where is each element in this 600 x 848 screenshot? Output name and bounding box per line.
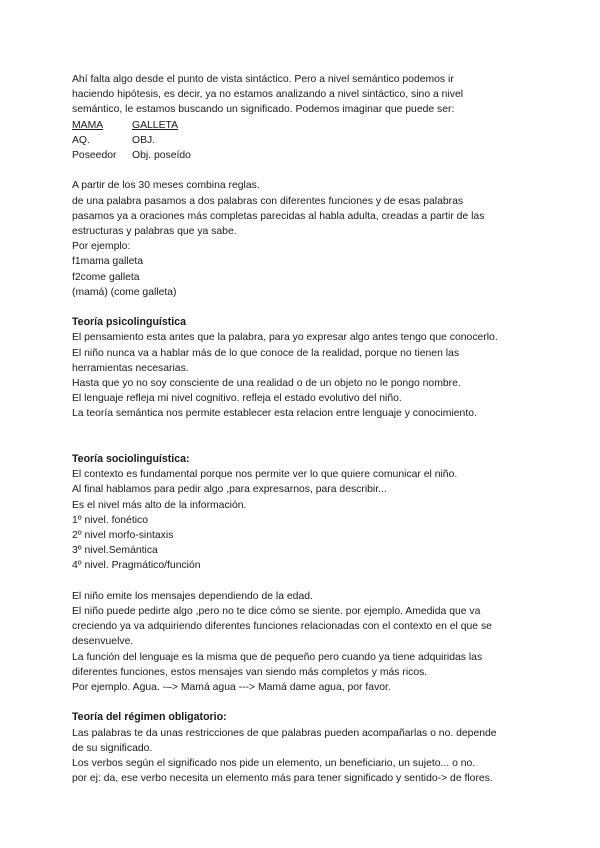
text-line: La función del lenguaje es la misma que de pequeño pero cuando ya tiene adquiridas las [72, 651, 483, 663]
text-line: herramientas necesarias. [72, 362, 189, 374]
text-line: El contexto es fundamental porque nos permite ver lo que quiere comunicar el niño. [72, 469, 458, 481]
table-cell: OBJ. [132, 134, 156, 146]
table-cell: AQ. [72, 134, 90, 146]
section-mensajes [72, 589, 542, 695]
text-line: Por ejemplo. Agua. -–> Mamá agua ---> Mamá dame agua, por favor. [72, 682, 391, 694]
table-row [72, 148, 542, 163]
text-line: La teoría semántica nos permite establecer esta relacion entre lenguaje y conocimiento. [72, 408, 477, 420]
spacer [72, 695, 542, 710]
text-line: 2º nivel morfo-sintaxis [72, 530, 174, 542]
section-30-months [72, 178, 542, 300]
text-line: de su significado. [72, 742, 153, 754]
text-line: Ahí falta algo desde el punto de vista sintáctico. Pero a nivel semántico podemos ir [72, 74, 454, 85]
section-psicolinguistica [72, 315, 542, 421]
section-heading: Teoría sociolinguística: [72, 453, 190, 466]
text-line: haciendo hipótesis, es decir, ya no estamos analizando a nivel sintáctico, sino a nivel [72, 89, 464, 101]
text-line: A partir de los 30 meses combina reglas. [72, 180, 260, 192]
spacer [72, 422, 542, 437]
table-cell: Poseedor [72, 150, 117, 162]
text-line: Hasta que yo no soy consciente de una realidad o de un objeto no le pongo nombre. [72, 378, 461, 390]
table-cell: Obj. poseído [132, 150, 191, 162]
text-line: El niño puede pedirte algo ,pero no te dice cómo se siente. por ejemplo. Amedida que va [72, 606, 481, 618]
table-header-cell: GALLETA [132, 119, 179, 131]
text-line: f2come galleta [72, 271, 140, 283]
section-heading: Teoría del régimen obligatorio: [72, 711, 227, 724]
section-heading: Teoría psicolinguística [72, 316, 187, 329]
text-line: por ej: da, ese verbo necesita un elemento más para tener significado y sentido-> de flores. [72, 773, 493, 785]
text-line: El lenguaje refleja mi nivel cognitivo. refleja el estado evolutivo del niño. [72, 393, 402, 405]
text-line: creciendo ya va adquiriendo diferentes funciones relacionadas con el contexto en el que se [72, 621, 492, 633]
section-regimen-obligatorio [72, 710, 542, 786]
section-sociolinguistica [72, 452, 542, 574]
text-line: estructuras y palabras que ya sabe. [72, 226, 237, 238]
text-line: El pensamiento esta antes que la palabra, para yo expresar algo antes tengo que conocerlo. [72, 332, 498, 344]
text-line: Las palabras te da unas restricciones de que palabras pueden acompañarlas o no. depende [72, 727, 497, 739]
text-line: 1º nivel. fonético [72, 514, 148, 526]
text-line: El niño emite los mensajes dependiendo de la edad. [72, 590, 313, 602]
text-line: Al final hablamos para pedir algo ,para expresarnos, para describir... [72, 484, 387, 496]
text-line: 4º nivel. Pragmático/función [72, 560, 201, 572]
text-line: El niño nunca va a hablar más de lo que conoce de la realidad, porque no tienen las [72, 347, 460, 359]
text-line: Por ejemplo: [72, 241, 131, 253]
text-line: (mamá) (come galleta) [72, 286, 177, 298]
text-line: Es el nivel más alto de la información. [72, 499, 247, 511]
spacer [72, 163, 542, 178]
text-line: de una palabra pasamos a dos palabras con diferentes funciones y de esas palabras [72, 195, 464, 207]
text-line: f1mama galleta [72, 256, 144, 268]
table-header-row [72, 118, 542, 133]
table-row [72, 133, 542, 148]
document-page [72, 72, 542, 786]
intro-paragraph [72, 72, 542, 118]
text-line: diferentes funciones, estos mensajes van siendo más completos y más ricos. [72, 666, 428, 678]
table-header-cell: MAMA [72, 119, 104, 131]
text-line: Los verbos según el significado nos pide un elemento, un beneficiario, un sujeto... o no. [72, 758, 476, 770]
text-line: desenvuelve. [72, 636, 134, 648]
role-table [72, 118, 542, 164]
text-line: semántico, le estamos buscando un significado. Podemos imaginar que puede ser: [72, 104, 455, 116]
text-line: pasamos ya a oraciones más completas parecidas al habla adulta, creadas a partir de las [72, 210, 485, 222]
spacer [72, 574, 542, 589]
spacer [72, 437, 542, 452]
text-line: 3º nivel.Semántica [72, 545, 158, 557]
spacer [72, 300, 542, 315]
